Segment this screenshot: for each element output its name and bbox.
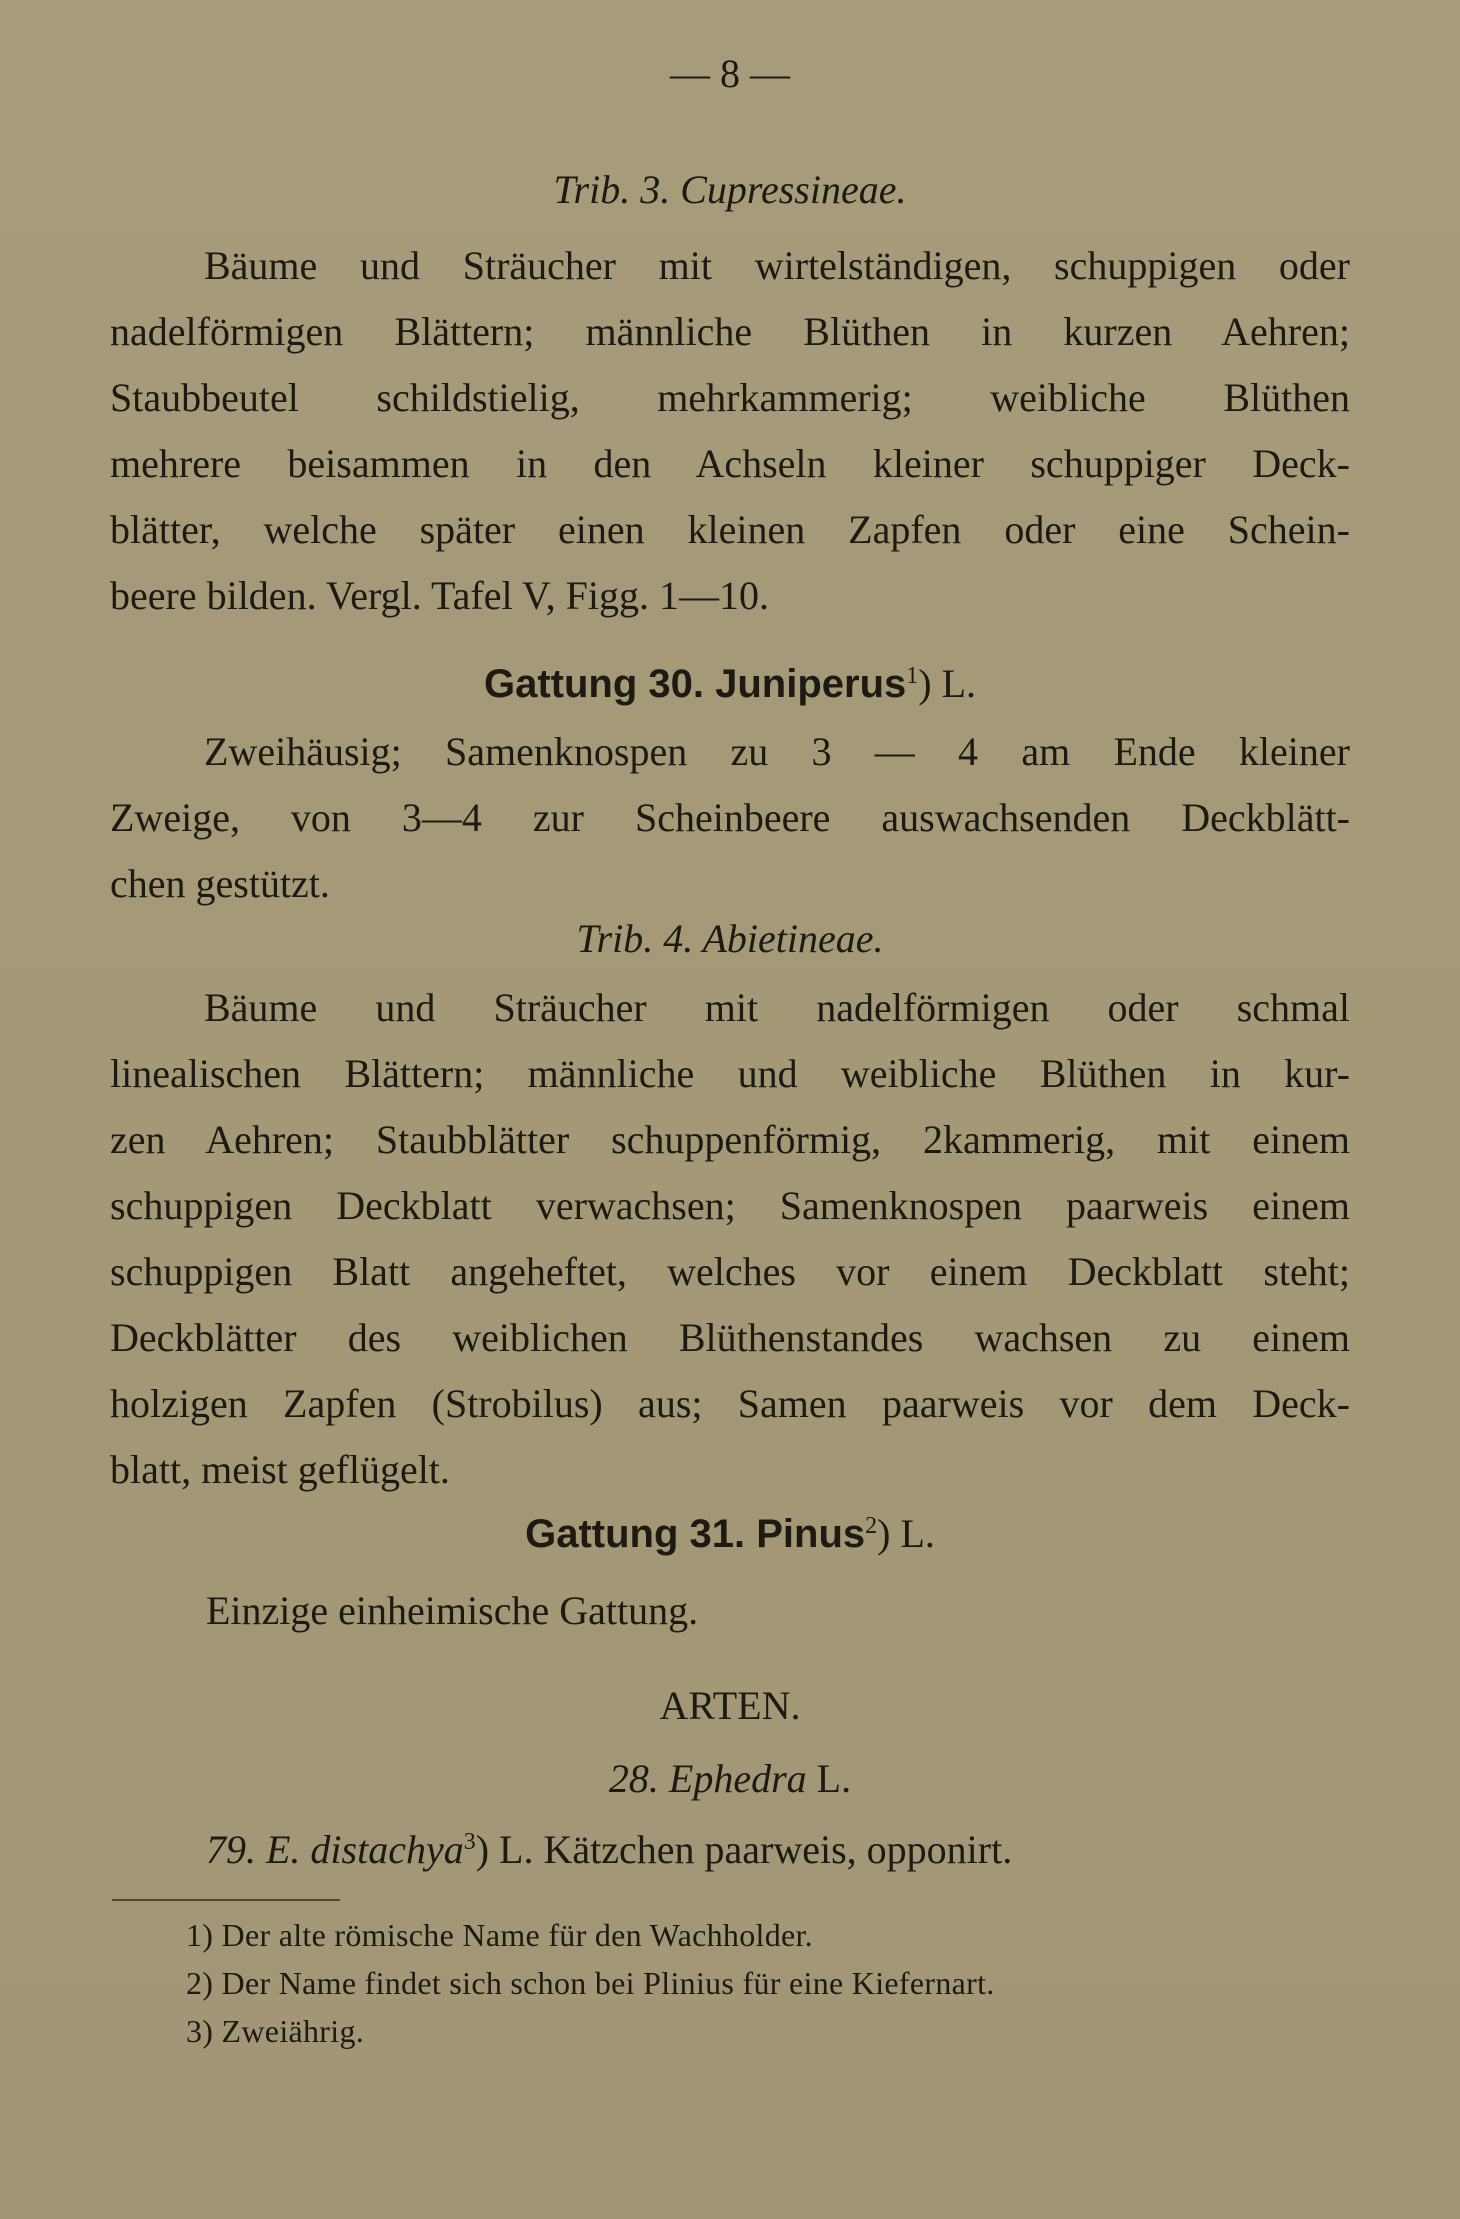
footnote-3: 3) Zweiährig. [186,2013,365,2049]
text-line: Bäume und Sträucher mit nadelförmigen oder schmal [204,985,1350,1030]
text-line: beere bilden. Vergl. Tafel V, Figg. 1—10. [110,573,769,618]
footnote-2: 2) Der Name findet sich schon bei Plinius für eine Kiefernart. [186,1965,995,2001]
text-line: Deckblätter des weiblichen Blüthenstandes wachsen zu einem [110,1315,1350,1360]
gattung-30-description [110,719,1350,917]
text-line: nadelförmigen Blättern; männliche Blüthen in kurzen Aehren; [110,309,1350,354]
text-line: Staubbeutel schildstielig, mehrkammerig; weibliche Blüthen [110,375,1350,420]
species-entry [206,1826,1012,1873]
text-line: Bäume und Sträucher mit wirtelständigen, schuppigen oder [204,243,1350,288]
genus-author: L. [816,1756,852,1801]
gattung-30-heading [0,660,1460,707]
page-number: — 8 — [670,51,790,96]
trib-4-heading: Trib. 4. Abietineae. [576,916,884,961]
species-number: 79. [206,1827,256,1872]
gattung-30-author: ) L. [918,661,977,706]
genus-name: Ephedra [668,1756,807,1801]
arten-heading: ARTEN. [659,1683,801,1728]
gattung-31-description: Einzige einheimische Gattung. [206,1588,699,1633]
gattung-30-title: Gattung 30. Juniperus [483,662,907,706]
genus-number: 28. [608,1756,659,1801]
text-line: zen Aehren; Staubblätter schuppenförmig, 2kammerig, mit einem [110,1117,1350,1162]
trib-3-description [110,233,1350,629]
text-line: blätter, welche später einen kleinen Zapfen oder eine Schein- [110,507,1350,552]
gattung-31-author: ) L. [877,1511,935,1556]
text-line: Zweihäusig; Samenknospen zu 3 — 4 am Ende kleiner [204,729,1350,774]
species-name: E. distachya [266,1827,464,1872]
text-line: Zweige, von 3—4 zur Scheinbeere auswachsenden Deckblätt- [110,795,1350,840]
trib-3-heading: Trib. 3. Cupressineae. [553,167,907,212]
text-line: schuppigen Deckblatt verwachsen; Samenknospen paarweis einem [110,1183,1350,1228]
text-line: linealischen Blättern; männliche und weibliche Blüthen in kur- [110,1051,1350,1096]
footnote-ref-1: 1 [906,663,919,689]
footnote-divider [112,1899,340,1901]
gattung-31-heading [0,1510,1460,1557]
footnote-ref-2: 2 [865,1513,878,1539]
footnote-ref-3: 3 [463,1829,476,1855]
footnote-1: 1) Der alte römische Name für den Wachholder. [186,1917,813,1953]
genus-ephedra-heading [0,1755,1460,1802]
text-line: mehrere beisammen in den Achseln kleiner schuppiger Deck- [110,441,1350,486]
species-description: ) L. Kätzchen paarweis, opponirt. [475,1827,1013,1872]
text-line: schuppigen Blatt angeheftet, welches vor einem Deckblatt steht; [110,1249,1350,1294]
text-line: blatt, meist geflügelt. [110,1447,450,1492]
gattung-31-title: Gattung 31. Pinus [525,1512,866,1556]
text-line: holzigen Zapfen (Strobilus) aus; Samen paarweis vor dem Deck- [110,1381,1350,1426]
trib-4-description [110,975,1350,1503]
text-line: chen gestützt. [110,861,330,906]
